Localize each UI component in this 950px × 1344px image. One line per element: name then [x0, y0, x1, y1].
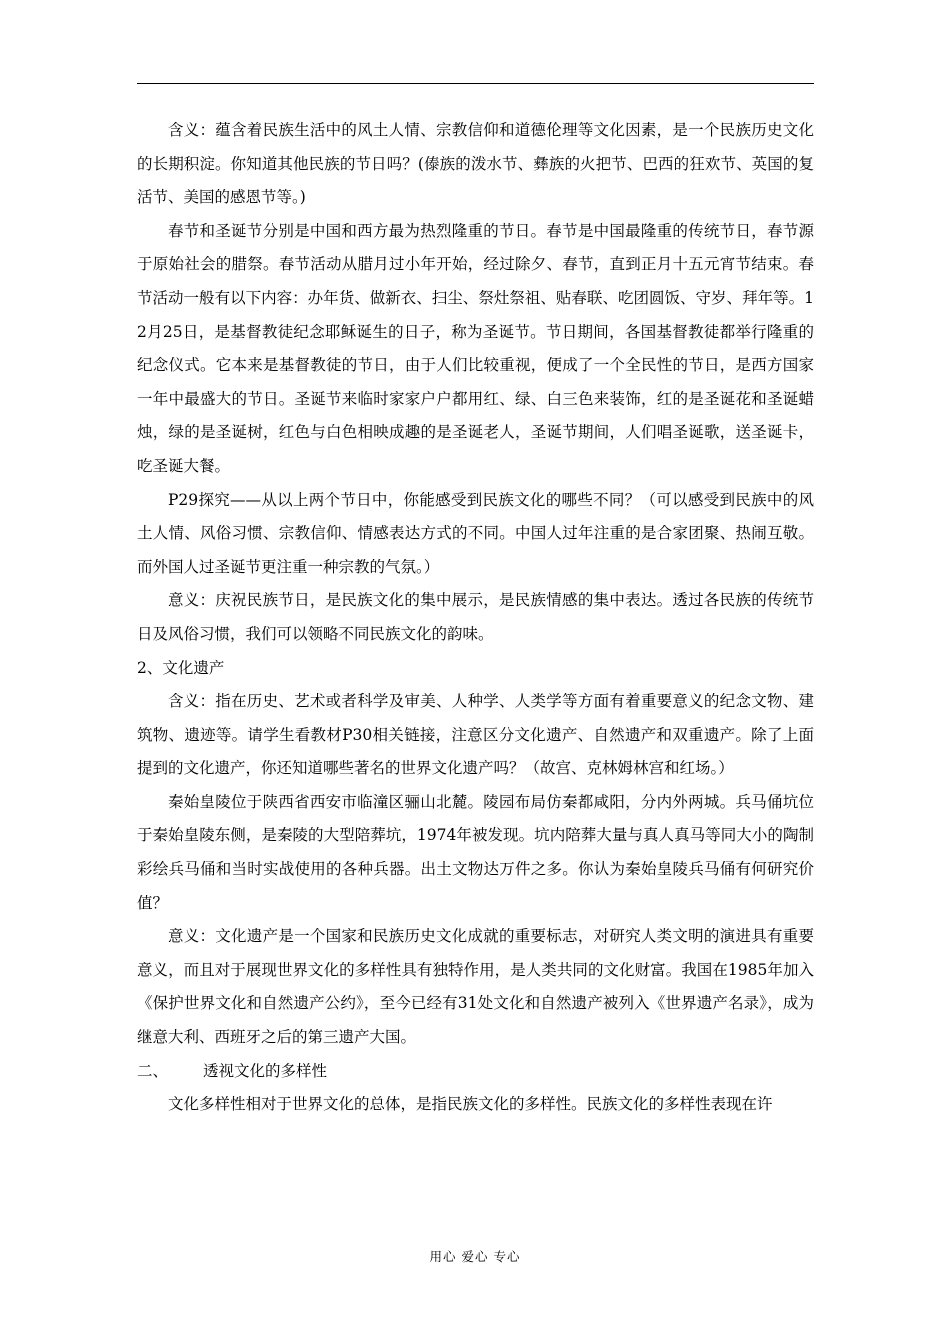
- section-title: 透视文化的多样性: [203, 1061, 328, 1080]
- subheading-cultural-heritage: 2、文化遗产: [137, 658, 225, 677]
- section-number: 二、: [137, 1061, 169, 1080]
- paragraph-heritage-significance: 意义：文化遗产是一个国家和民族历史文化成就的重要标志，对研究人类文明的演进具有重要意义，而且对于展现世界文化的多样性具有独特作用，是人类共同的文化财富。我国在1985年加入《保护世界文化和自然遗产公约》，至今已经有31处文化和自然遗产被列入《世界遗产名录》，成为继意大利、西班牙之后的第三遗产大国。: [137, 927, 814, 1047]
- page-footer: 用心 爱心 专心: [429, 1249, 521, 1264]
- paragraph-holiday-significance: 意义：庆祝民族节日，是民族文化的集中展示，是民族情感的集中表达。透过各民族的传统节日及风俗习惯，我们可以领略不同民族文化的韵味。: [137, 591, 814, 643]
- paragraph-spring-festival-christmas: 春节和圣诞节分别是中国和西方最为热烈隆重的节日。春节是中国最隆重的传统节日，春节源于原始社会的腊祭。春节活动从腊月过小年开始，经过除夕、春节，直到正月十五元宵节结束。春节活动一般有以下内容：办年货、做新衣、扫尘、祭灶祭祖、贴春联、吃团圆饭、守岁、拜年等。12月25日，是基督教徒纪念耶稣诞生的日子，称为圣诞节。节日期间，各国基督教徒都举行隆重的纪念仪式。它本来是基督教徒的节日，由于人们比较重视，便成了一个全民性的节日，是西方国家一年中最盛大的节日。圣诞节来临时家家户户都用红、绿、白三色来装饰，红的是圣诞花和圣诞蜡烛，绿的是圣诞树，红色与白色相映成趣的是圣诞老人，圣诞节期间，人们唱圣诞歌，送圣诞卡，吃圣诞大餐。: [137, 221, 814, 475]
- header-rule: [137, 83, 814, 84]
- paragraph-p29-inquiry: P29探究——从以上两个节日中，你能感受到民族文化的哪些不同？（可以感受到民族中的风土人情、风俗习惯、宗教信仰、情感表达方式的不同。中国人过年注重的是合家团聚、热闹互敬。而外国人过圣诞节更注重一种宗教的气氛。）: [137, 490, 814, 576]
- document-body: [137, 114, 814, 1122]
- paragraph-heritage-meaning: 含义：指在历史、艺术或者科学及审美、人种学、人类学等方面有着重要意义的纪念文物、建筑物、遗迹等。请学生看教材P30相关链接，注意区分文化遗产、自然遗产和双重遗产。除了上面提到的文化遗产，你还知道哪些著名的世界文化遗产吗？（故宫、克林姆林宫和红场。）: [137, 692, 814, 778]
- paragraph-qin-mausoleum: 秦始皇陵位于陕西省西安市临潼区骊山北麓。陵园布局仿秦都咸阳，分内外两城。兵马俑坑位于秦始皇陵东侧，是秦陵的大型陪葬坑，1974年被发现。坑内陪葬大量与真人真马等同大小的陶制彩绘兵马俑和当时实战使用的各种兵器。出土文物达万件之多。你认为秦始皇陵兵马俑有何研究价值？: [137, 792, 814, 912]
- section-heading: [137, 1055, 814, 1089]
- paragraph-holiday-meaning: 含义：蕴含着民族生活中的风土人情、宗教信仰和道德伦理等文化因素，是一个民族历史文化的长期积淀。你知道其他民族的节日吗？(傣族的泼水节、彝族的火把节、巴西的狂欢节、英国的复活节、美国的感恩节等。): [137, 121, 814, 207]
- paragraph-diversity-intro: 文化多样性相对于世界文化的总体，是指民族文化的多样性。民族文化的多样性表现在许: [168, 1095, 773, 1114]
